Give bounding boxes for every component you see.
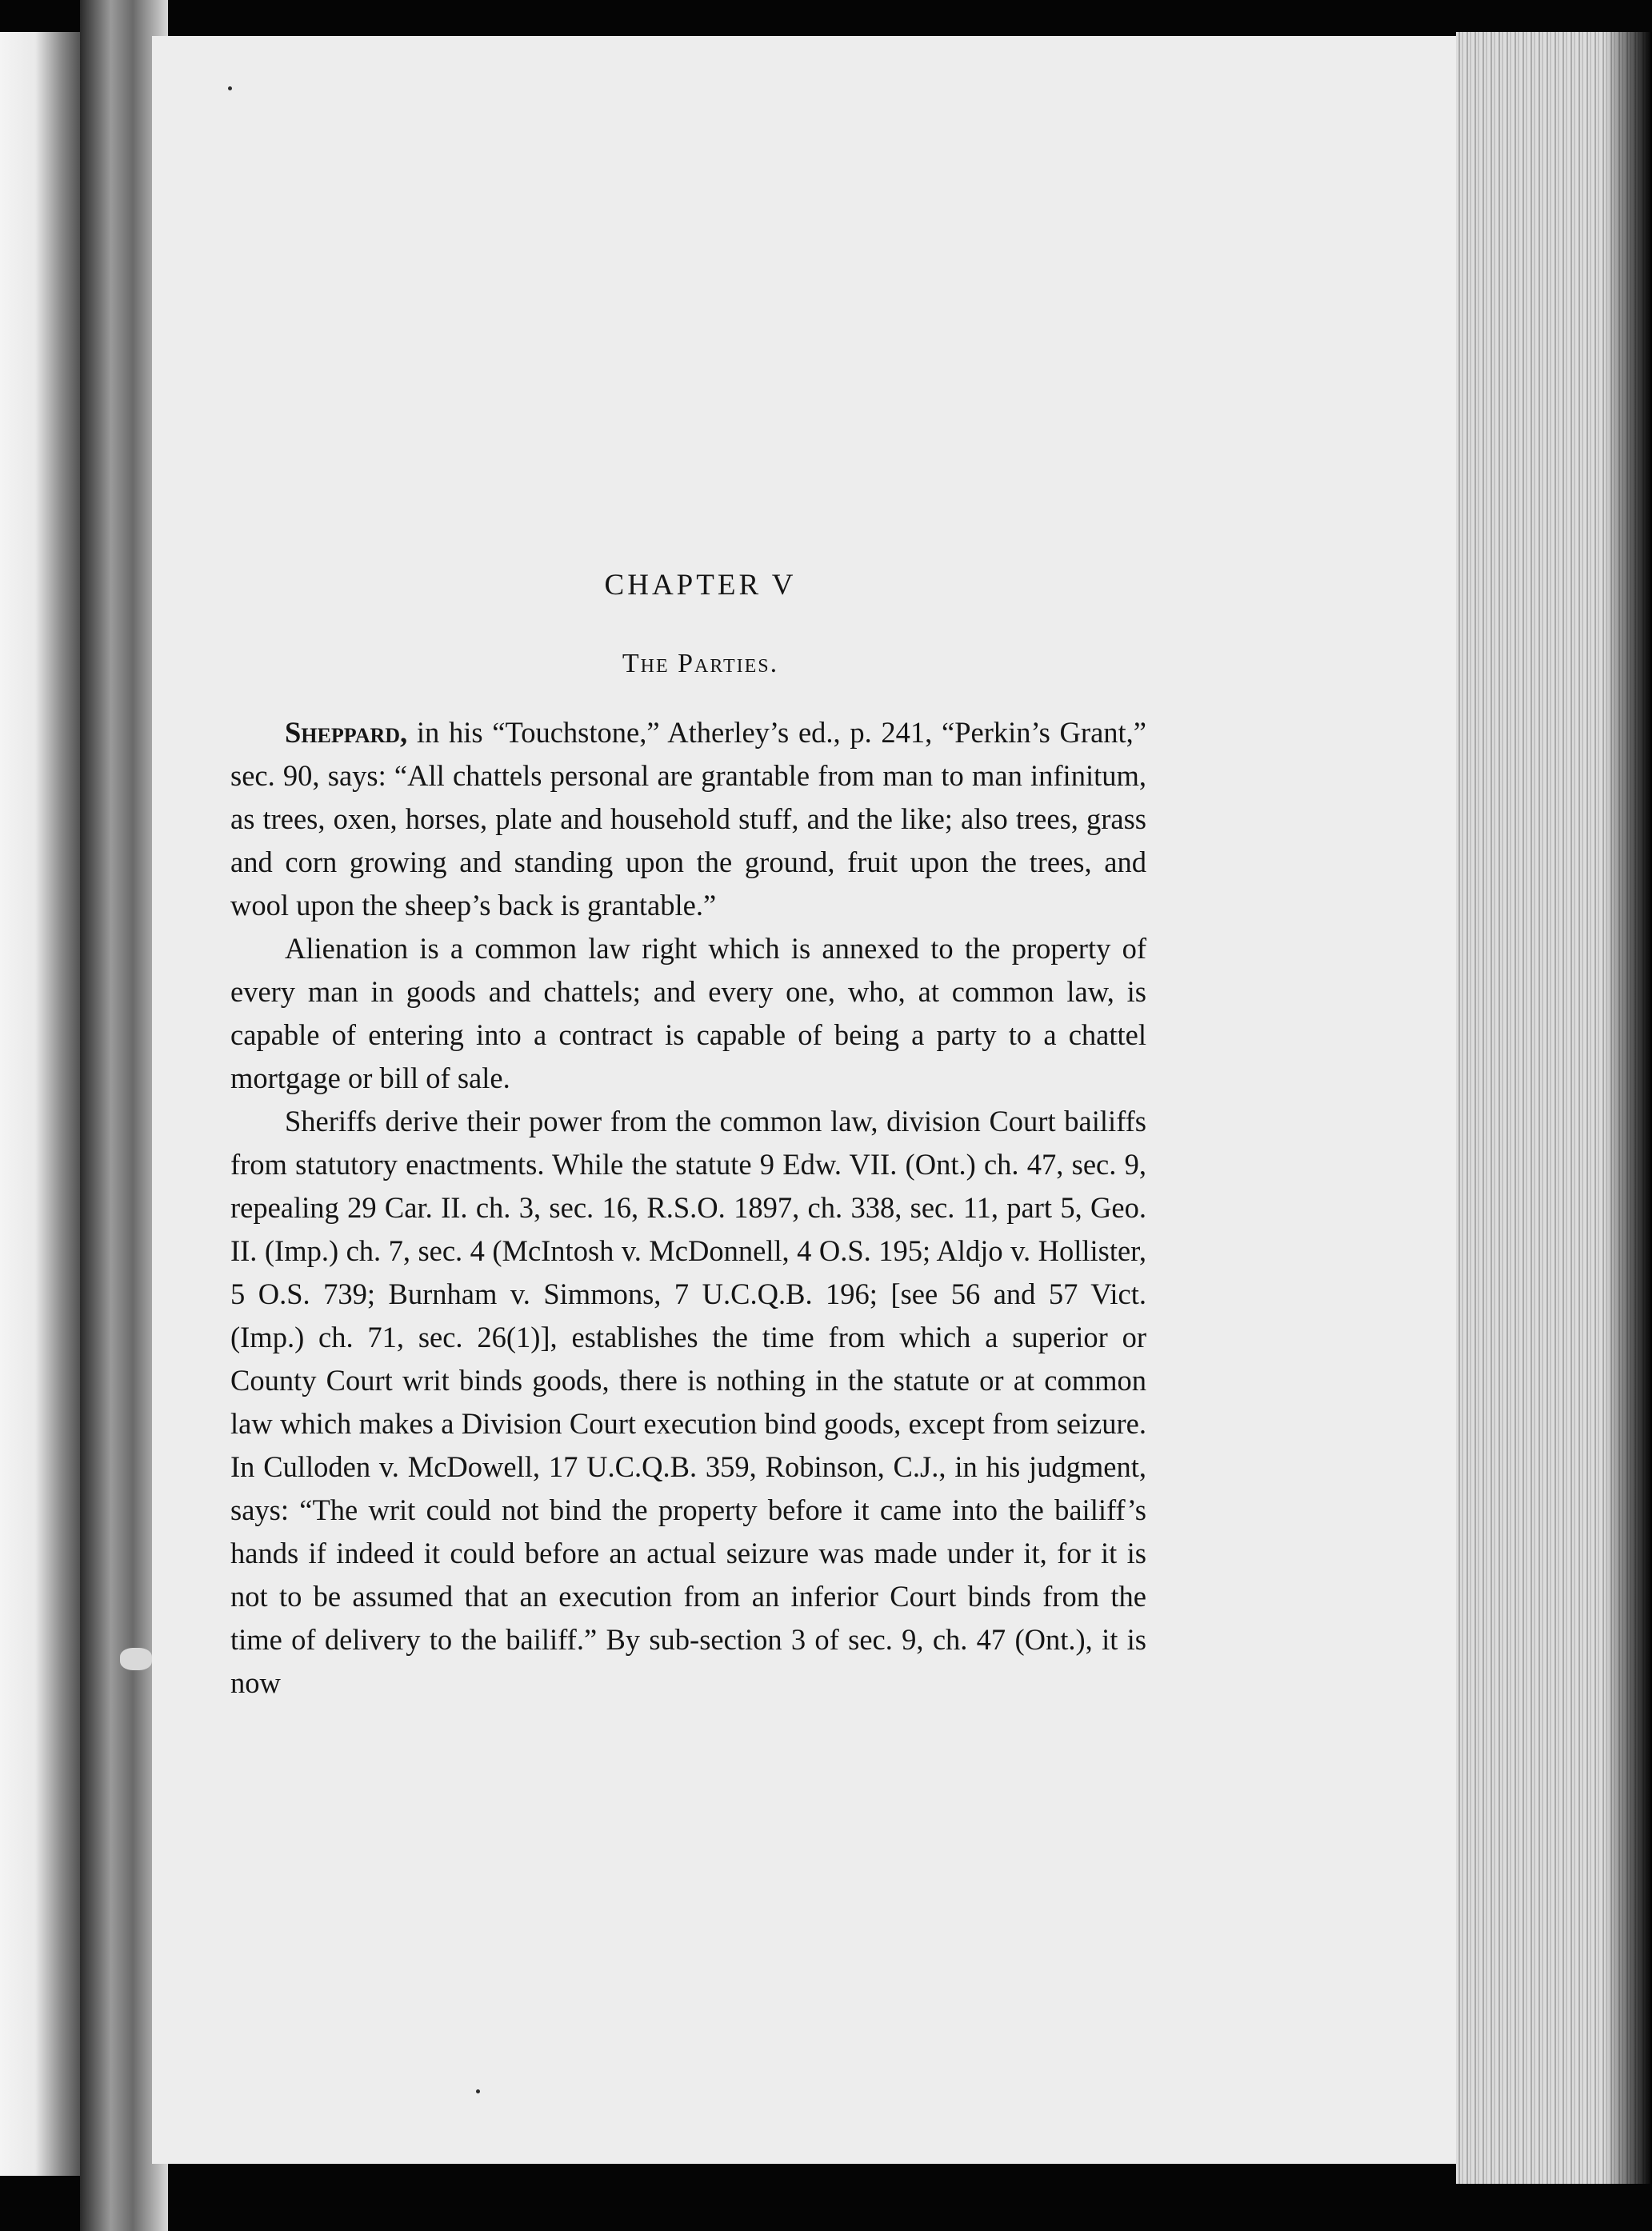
paragraph-text: Sheriffs derive their power from the common law, division Court bailiffs from statutory enactments. While the statute 9 Edw. VII. (Ont.) ch. 47, sec. 9, repealing 29 Car. II. ch. 3, sec. 16, R.S.O. 1897, ch. 338, sec. 11, part 5, Geo. II. (Imp.) ch. 7, sec. 4 (McIntosh v. McDonnell, 4 O.S. 195; Aldjo v. Hollister, 5 O.S. 739; Burnham v. Simmons, 7 U.C.Q.B. 196; [see 56 and 57 Vict. (Imp.) ch. 71, sec. 26(1)], establishes the time from which a superior or County Court writ binds goods, there is nothing in the statute or at common law which makes a Division Court execution bind goods, except from seizure. In Culloden v. McDowell, 17 U.C.Q.B. 359, Robinson, C.J., in his judgment, says: “The writ could not bind the property before it came into the bailiff’s hands if indeed it could before an actual seizure was made under it, for it is not to be assumed that an execution from an inferior Court binds from the time of delivery to the bailiff.” By sub-section 3 of sec. 9, ch. 47 (Ont.), it is now xyxy=(230,1105,1146,1699)
section-heading: The Parties. xyxy=(622,649,779,678)
paragraph-3 xyxy=(230,1100,1146,1705)
paragraph-2 xyxy=(230,927,1146,1100)
chapter-heading: CHAPTER V xyxy=(604,569,797,602)
page-fore-edge xyxy=(1456,32,1652,2184)
paragraph-lead: Sheppard, xyxy=(285,716,408,749)
paragraph-text: Alienation is a common law right which is annexed to the property of every man in goods and chattels; and every one, who, at common law, is capable of entering into a contract is capable of being a party to a chattel mortgage or bill of sale. xyxy=(230,932,1146,1094)
paragraph-1 xyxy=(230,711,1146,927)
scan-speck xyxy=(228,86,232,90)
scan-speck xyxy=(120,1648,152,1670)
paragraph-text: in his “Touchstone,” Atherley’s ed., p. 241, “Perkin’s Grant,” sec. 90, says: “All chattels personal are grantable from man to man infinitum, as trees, oxen, horses, plate and household stuff, and the like; also trees, grass and corn growing and standing upon the ground, fruit upon the trees, and wool upon the sheep’s back is grantable.” xyxy=(230,716,1146,922)
left-page-edge xyxy=(0,32,88,2176)
page-text xyxy=(230,568,1146,1705)
scan-speck xyxy=(476,2089,480,2093)
